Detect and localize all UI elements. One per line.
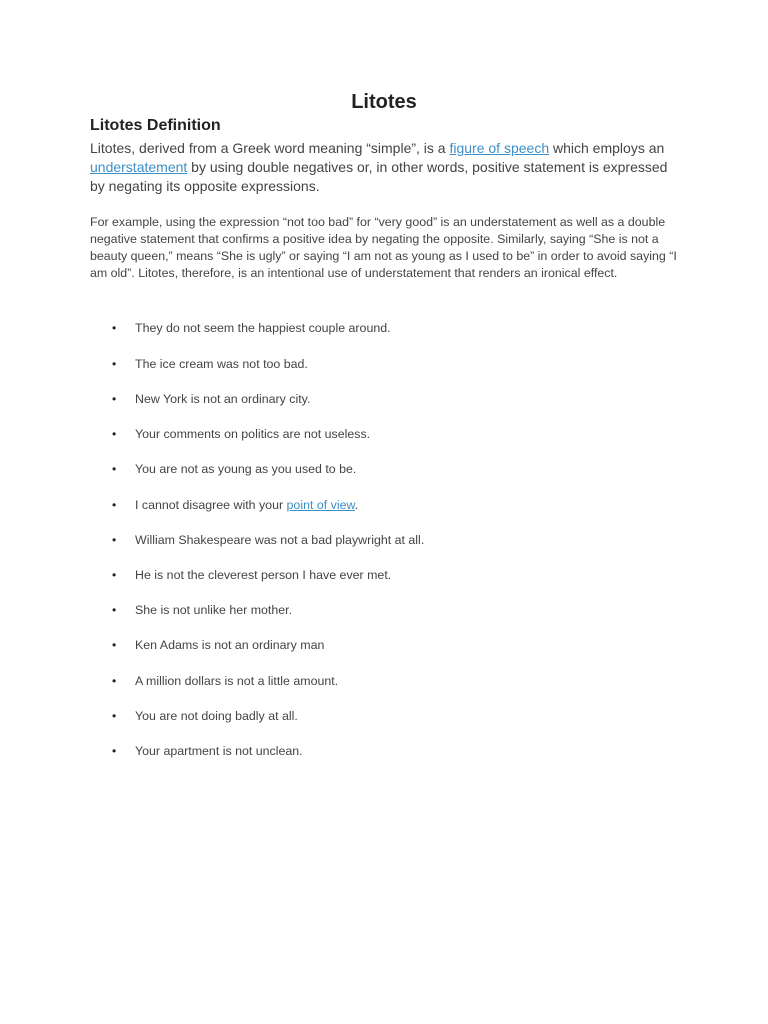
page-title: Litotes [351,91,417,113]
bullet-icon: • [112,321,117,335]
bullet-icon: • [112,533,117,547]
understatement-link[interactable]: understatement [90,159,188,175]
list-item-text: You are not doing badly at all. [135,709,298,723]
list-item-text: Your apartment is not unclean. [135,744,303,758]
bullet-icon: • [112,638,117,652]
list-item-text: He is not the cleverest person I have ever met. [135,568,392,582]
bullet-icon: • [112,462,117,476]
list-item-text: The ice cream was not too bad. [135,357,308,371]
list-item-text-end: . [354,498,359,512]
list-item-text: She is not unlike her mother. [135,603,293,617]
figure-of-speech-link[interactable]: figure of speech [449,140,550,156]
bullet-icon: • [112,709,117,723]
section-heading: Litotes Definition [90,117,221,134]
point-of-view-link[interactable]: point of view [286,498,355,512]
bullet-icon: • [112,603,117,617]
bullet-icon: • [112,744,117,758]
definition-text: by using double negatives or, in other words, positive statement is expressed by negating its opposite expressions. [90,159,668,194]
example-paragraph: For example, using the expression “not too bad” for “very good” is an understatement as well as a double negative statement that confirms a positive idea by negating the opposite. Similarly, saying “She is not a beauty queen,” means “She is ugly” or saying “I am not as young as I used to be” in order to avoid saying “I am old”. Litotes, therefore, is an intentional use of understatement that renders an ironical effect. [90,215,677,280]
list-item-text: A million dollars is not a little amount. [135,674,339,688]
bullet-icon: • [112,392,117,406]
list-item-text-start: I cannot disagree with your [135,498,287,512]
list-item-text: They do not seem the happiest couple around. [135,321,391,335]
bullet-icon: • [112,498,117,512]
list-item-text: William Shakespeare was not a bad playwright at all. [135,533,425,547]
list-item-text: You are not as young as you used to be. [135,462,357,476]
definition-paragraph [90,139,680,196]
list-item-text: New York is not an ordinary city. [135,392,311,406]
bullet-icon: • [112,568,117,582]
definition-text: Litotes, derived from a Greek word meaning “simple”, is a [90,140,450,156]
list-item-text [135,497,358,514]
bullet-icon: • [112,427,117,441]
bullet-icon: • [112,357,117,371]
definition-text: which employs an [549,140,665,156]
bullet-icon: • [112,674,117,688]
list-item-text: Ken Adams is not an ordinary man [135,638,325,652]
list-item-text: Your comments on politics are not useless. [135,427,371,441]
